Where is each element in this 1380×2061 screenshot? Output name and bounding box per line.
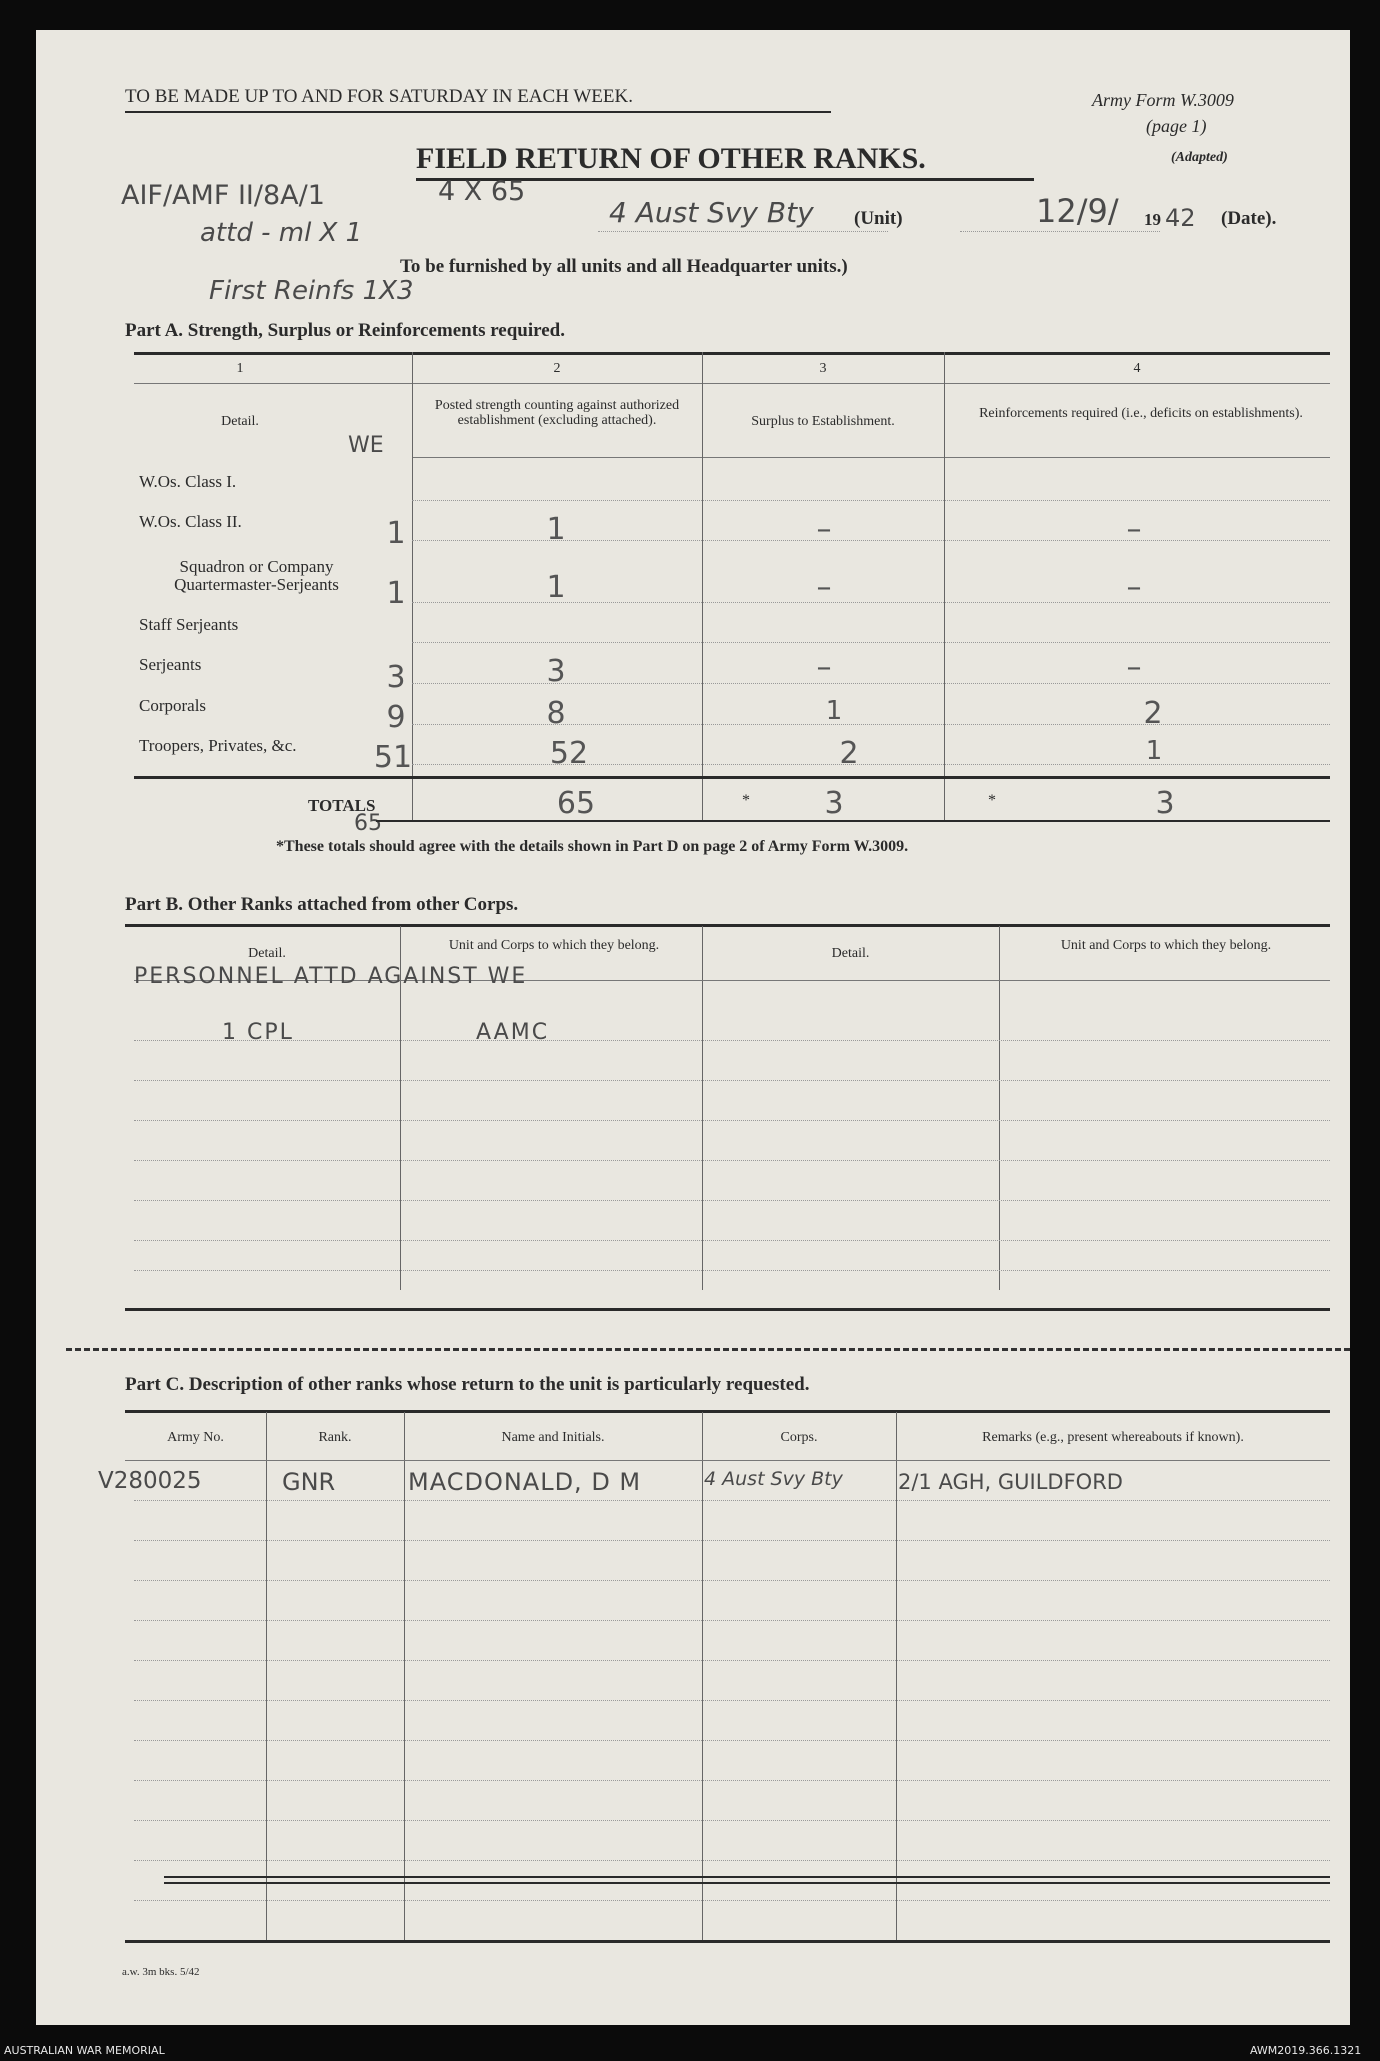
form-page bbox=[36, 30, 1350, 2025]
part-b-col-detail-2: Detail. bbox=[831, 946, 870, 961]
part-c-double-rule-1 bbox=[164, 1876, 1330, 1878]
row-label-troopers: Troopers, Privates, &c. bbox=[139, 736, 297, 755]
row-label-wo1: W.Os. Class I. bbox=[139, 472, 237, 491]
part-c-row-rule bbox=[134, 1660, 1330, 1661]
part-a-number-rule bbox=[134, 383, 1330, 384]
reinf-cpl: 2 bbox=[1143, 696, 1163, 731]
part-c-row-rule bbox=[134, 1500, 1330, 1501]
part-c-bottom-rule bbox=[125, 1940, 1330, 1943]
part-c-name: MACDONALD, D M bbox=[408, 1468, 642, 1496]
surplus-troopers: 2 bbox=[839, 736, 859, 771]
we-total: 65 bbox=[354, 811, 382, 836]
surplus-wo2: – bbox=[816, 512, 832, 547]
part-c-double-rule-2 bbox=[164, 1882, 1330, 1884]
part-c-rank: GNR bbox=[282, 1468, 336, 1496]
part-a-heading: Part A. Strength, Surplus or Reinforcements required. bbox=[125, 320, 565, 341]
col-number-2: 2 bbox=[553, 361, 561, 376]
date-line bbox=[960, 231, 1160, 232]
part-b-row-rule bbox=[134, 1080, 1330, 1081]
surplus-total: 3 bbox=[824, 786, 844, 821]
adapted-note: (Adapted) bbox=[1171, 150, 1228, 165]
part-c-row-rule bbox=[134, 1860, 1330, 1861]
col-header-reinforcements: Reinforcements required (i.e., deficits on establishments). bbox=[979, 406, 1303, 421]
part-c-corps: 4 Aust Svy Bty bbox=[704, 1468, 843, 1490]
row-label-cpl: Corporals bbox=[139, 696, 207, 715]
we-cpl: 9 bbox=[386, 700, 406, 735]
reinf-wo2: – bbox=[1126, 512, 1142, 547]
part-b-heading: Part B. Other Ranks attached from other Corps. bbox=[125, 894, 519, 915]
reinf-cqms: – bbox=[1126, 570, 1142, 605]
row-label-sgt: Serjeants bbox=[139, 655, 202, 674]
part-b-top-rule bbox=[125, 924, 1330, 927]
col-number-3: 3 bbox=[819, 361, 827, 376]
row-rule bbox=[412, 642, 1330, 643]
part-b-col-unit-2: Unit and Corps to which they belong. bbox=[1060, 938, 1272, 953]
we-cqms: 1 bbox=[386, 576, 406, 611]
row-label-cqms: Squadron or Company Quartermaster-Serjeants bbox=[174, 557, 339, 594]
part-b-row-rule bbox=[134, 1240, 1330, 1241]
archive-caption: AUSTRALIAN WAR MEMORIAL bbox=[4, 2044, 165, 2057]
hand-reference-count: 4 X 65 bbox=[438, 176, 526, 207]
part-c-col-remarks: Remarks (e.g., present whereabouts if known). bbox=[982, 1430, 1244, 1445]
posted-troopers: 52 bbox=[549, 736, 589, 771]
we-sgt: 3 bbox=[386, 660, 406, 695]
row-rule bbox=[412, 500, 1330, 501]
part-c-heading: Part C. Description of other ranks whose return to the unit is particularly requested. bbox=[125, 1374, 810, 1395]
reinf-troopers: 1 bbox=[1145, 736, 1163, 766]
unit-line bbox=[598, 231, 888, 232]
reinf-sgt: – bbox=[1126, 650, 1142, 685]
part-b-row-rule bbox=[134, 1270, 1330, 1271]
hand-part-b-title: PERSONNEL ATTD AGAINST WE bbox=[134, 964, 528, 989]
part-c-army-no: V280025 bbox=[98, 1468, 202, 1494]
part-a-vline-3 bbox=[944, 352, 945, 820]
posted-wo2: 1 bbox=[546, 512, 566, 547]
part-c-row-rule bbox=[134, 1540, 1330, 1541]
surplus-sgt: – bbox=[816, 650, 832, 685]
part-c-top-rule bbox=[125, 1410, 1330, 1413]
part-b-entry-corps: AAMC bbox=[476, 1020, 550, 1045]
part-c-row-rule bbox=[134, 1900, 1330, 1901]
posted-cqms: 1 bbox=[546, 570, 566, 605]
page-number: (page 1) bbox=[1146, 116, 1207, 136]
row-label-wo2: W.Os. Class II. bbox=[139, 512, 242, 531]
totals-top-rule bbox=[134, 776, 1330, 779]
part-c-row-rule bbox=[134, 1580, 1330, 1581]
part-c-row-rule bbox=[134, 1780, 1330, 1781]
part-c-row-rule bbox=[134, 1700, 1330, 1701]
part-c-remarks: 2/1 AGH, GUILDFORD bbox=[898, 1470, 1123, 1494]
row-label-staff-sgt: Staff Serjeants bbox=[139, 615, 239, 634]
reinf-star: * bbox=[988, 792, 996, 809]
col-header-surplus: Surplus to Establishment. bbox=[751, 414, 895, 429]
header-underline-4 bbox=[944, 457, 1330, 458]
posted-total: 65 bbox=[556, 786, 596, 821]
surplus-star: * bbox=[742, 792, 750, 809]
form-number: Army Form W.3009 bbox=[1092, 90, 1234, 110]
page-title: FIELD RETURN OF OTHER RANKS. bbox=[416, 142, 926, 175]
header-underline-2 bbox=[412, 457, 702, 458]
hand-year: 42 bbox=[1165, 204, 1196, 232]
perforation-line bbox=[66, 1348, 1350, 1351]
totals-footnote: *These totals should agree with the details shown in Part D on page 2 of Army Form W.3009. bbox=[276, 838, 909, 855]
part-b-row-rule bbox=[134, 1040, 1330, 1041]
part-a-vline-2 bbox=[702, 352, 703, 820]
part-c-row-rule bbox=[134, 1740, 1330, 1741]
part-b-col-detail-1: Detail. bbox=[248, 946, 286, 961]
part-b-row-rule bbox=[134, 1160, 1330, 1161]
we-troopers: 51 bbox=[373, 740, 413, 775]
part-c-header-rule bbox=[125, 1460, 1330, 1461]
col-header-detail: Detail. bbox=[221, 414, 259, 429]
part-c-col-name: Name and Initials. bbox=[501, 1430, 605, 1445]
part-a-top-rule bbox=[134, 352, 1330, 355]
hand-we-label: WE bbox=[348, 433, 384, 458]
hand-reference-2: attd - ml X 1 bbox=[200, 218, 363, 248]
unit-label: (Unit) bbox=[854, 208, 903, 229]
posted-cpl: 8 bbox=[546, 696, 566, 731]
surplus-cpl: 1 bbox=[825, 696, 843, 726]
archive-reference: AWM2019.366.1321 bbox=[1250, 2044, 1362, 2057]
part-b-bottom-rule bbox=[125, 1308, 1330, 1311]
hand-unit: 4 Aust Svy Bty bbox=[609, 196, 814, 229]
year-prefix: 19 bbox=[1144, 210, 1161, 229]
part-c-row-rule bbox=[134, 1820, 1330, 1821]
reinf-total: 3 bbox=[1155, 786, 1175, 821]
printer-note: a.w. 3m bks. 5/42 bbox=[122, 1966, 200, 1978]
hand-date: 12/9/ bbox=[1036, 192, 1119, 230]
surplus-cqms: – bbox=[816, 570, 832, 605]
part-c-col-rank: Rank. bbox=[318, 1430, 352, 1445]
col-header-posted: Posted strength counting against authorized establishment (excluding attached). bbox=[434, 398, 680, 428]
hand-reference-1: AIF/AMF II/8A/1 bbox=[121, 180, 325, 211]
totals-bottom-rule bbox=[376, 820, 1330, 822]
instruction-text: TO BE MADE UP TO AND FOR SATURDAY IN EACH WEEK. bbox=[125, 86, 633, 107]
we-wo2: 1 bbox=[386, 516, 406, 551]
part-b-row-rule bbox=[134, 1120, 1330, 1121]
instruction-underline bbox=[125, 111, 831, 113]
col-number-4: 4 bbox=[1133, 361, 1141, 376]
date-label: (Date). bbox=[1221, 208, 1277, 229]
furnish-note: To be furnished by all units and all Headquarter units.) bbox=[400, 256, 848, 277]
posted-sgt: 3 bbox=[546, 654, 566, 689]
part-c-row-rule bbox=[134, 1620, 1330, 1621]
part-b-entry-detail: 1 CPL bbox=[222, 1020, 294, 1045]
hand-reference-3: First Reinfs 1X3 bbox=[209, 276, 414, 306]
part-b-col-unit-1: Unit and Corps to which they belong. bbox=[448, 938, 660, 953]
part-c-col-corps: Corps. bbox=[780, 1430, 818, 1445]
part-b-row-rule bbox=[134, 1200, 1330, 1201]
header-underline-3 bbox=[702, 457, 944, 458]
col-number-1: 1 bbox=[236, 361, 244, 376]
part-c-col-army-no: Army No. bbox=[167, 1430, 224, 1445]
totals-label: TOTALS bbox=[308, 796, 376, 815]
